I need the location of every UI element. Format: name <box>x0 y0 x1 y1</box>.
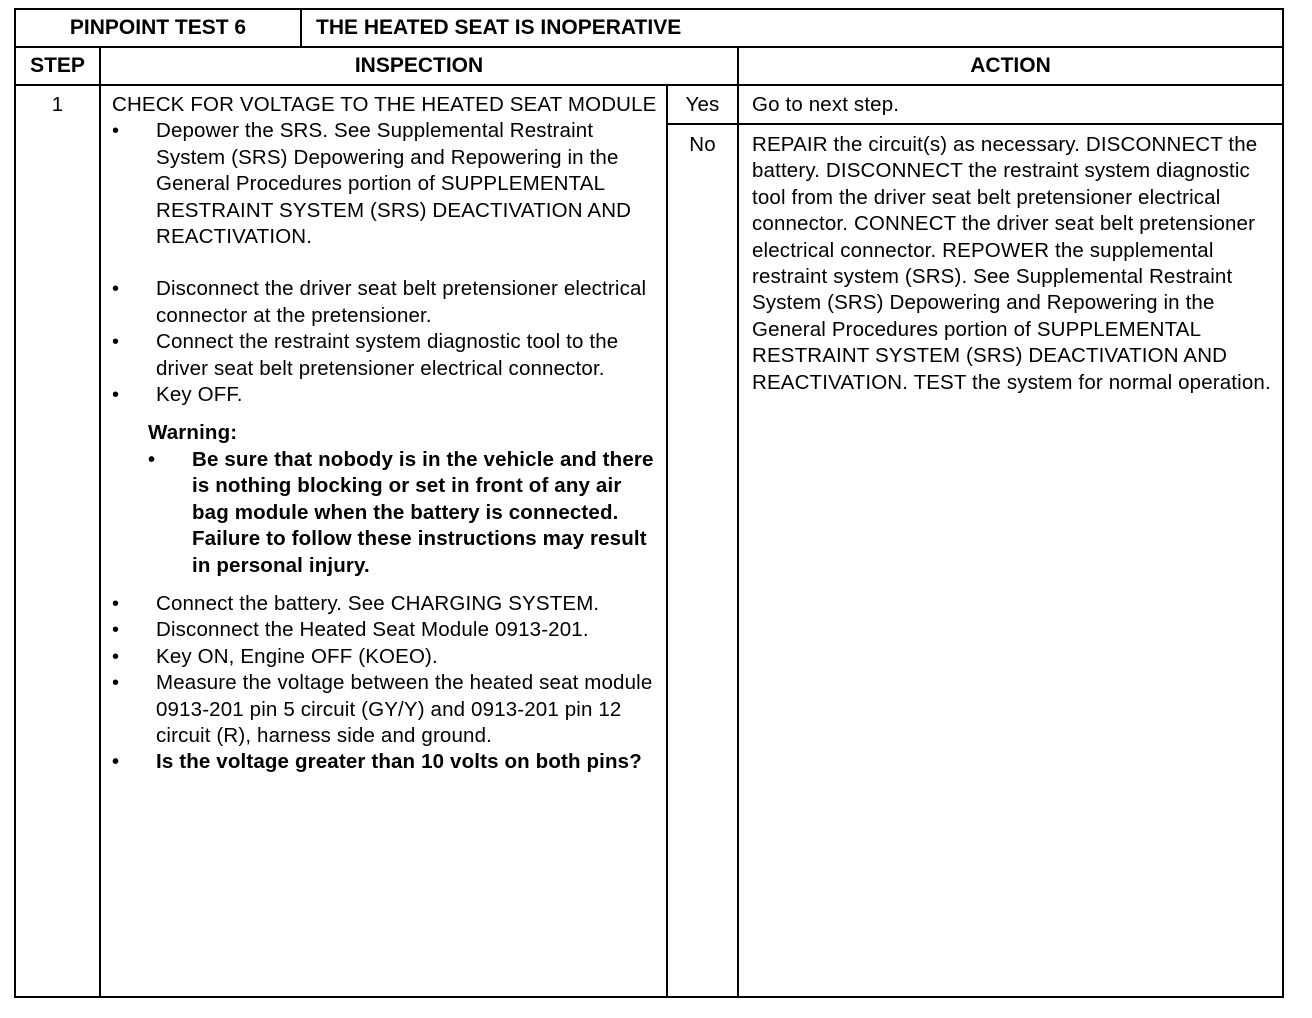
list-item: • Key OFF. <box>112 382 660 408</box>
column-header-step-text: STEP <box>30 54 85 77</box>
yes-action <box>752 92 1274 118</box>
title-divider <box>300 8 302 48</box>
test-id <box>16 10 300 46</box>
warning-block <box>148 420 660 578</box>
list-item: • Key ON, Engine OFF (KOEO). <box>112 644 660 670</box>
column-header-action <box>739 48 1282 84</box>
list-item: • Disconnect the driver seat belt pretensioner electrical connector at the pretensioner. <box>112 276 660 329</box>
action-column-divider <box>737 46 739 998</box>
inspection-content <box>112 92 660 776</box>
column-header-inspection <box>101 48 737 84</box>
warning-title: Warning: <box>148 421 238 445</box>
no-label <box>668 132 737 158</box>
inspection-bullets-a <box>112 118 660 408</box>
yes-label <box>668 92 737 118</box>
test-id-text: PINPOINT TEST 6 <box>69 16 247 39</box>
list-item: • Connect the battery. See CHARGING SYSTEM. <box>112 591 660 617</box>
warning-bullets <box>148 447 660 579</box>
step-column-divider <box>99 46 101 998</box>
no-action-text: REPAIR the circuit(s) as necessary. DISCONNECT the battery. DISCONNECT the restraint system diagnostic tool from the driver seat belt pretensioner electrical connector. CONNECT the driver seat belt pretensioner electrical connector. REPOWER the supplemental restraint system (SRS). See Supplemental Restraint System (SRS) Depowering and Repowering in the General Procedures portion of SUPPLEMENTAL RESTRAINT SYSTEM (SRS) DEACTIVATION AND REACTIVATION. TEST the system for normal operation. <box>752 133 1271 394</box>
yes-no-divider <box>668 123 1284 125</box>
step-number-text: 1 <box>51 93 64 116</box>
step-title: CHECK FOR VOLTAGE TO THE HEATED SEAT MODULE <box>112 93 657 116</box>
result-column-divider <box>666 84 668 998</box>
list-item: • Depower the SRS. See Supplemental Restraint System (SRS) Depowering and Repowering in the General Procedures portion of SUPPLEMENTAL RESTRAINT SYSTEM (SRS) DEACTIVATION AND REACTIVATION. <box>112 118 660 250</box>
test-title <box>316 10 1276 46</box>
yes-label-text: Yes <box>685 93 720 116</box>
list-item: • Disconnect the Heated Seat Module 0913-201. <box>112 617 660 643</box>
column-header-divider <box>14 84 1284 86</box>
yes-action-text: Go to next step. <box>752 93 900 116</box>
list-item: • Connect the restraint system diagnostic tool to the driver seat belt pretensioner electrical connector. <box>112 329 660 382</box>
warning-text: • Be sure that nobody is in the vehicle and there is nothing blocking or set in front of any air bag module when the battery is connected. Failure to follow these instructions may result in personal injury. <box>148 447 660 579</box>
inspection-bullets-b <box>112 591 660 776</box>
list-item: • Measure the voltage between the heated seat module 0913-201 pin 5 circuit (GY/Y) and 0913-201 pin 12 circuit (R), harness side and ground. <box>112 670 660 749</box>
test-title-text: THE HEATED SEAT IS INOPERATIVE <box>316 16 682 39</box>
step-number <box>16 92 99 118</box>
column-header-action-text: ACTION <box>970 54 1051 77</box>
column-header-step <box>16 48 99 84</box>
question-item: • Is the voltage greater than 10 volts on both pins? <box>112 749 660 775</box>
column-header-inspection-text: INSPECTION <box>354 54 484 77</box>
no-action <box>752 132 1274 396</box>
no-label-text: No <box>689 133 716 156</box>
